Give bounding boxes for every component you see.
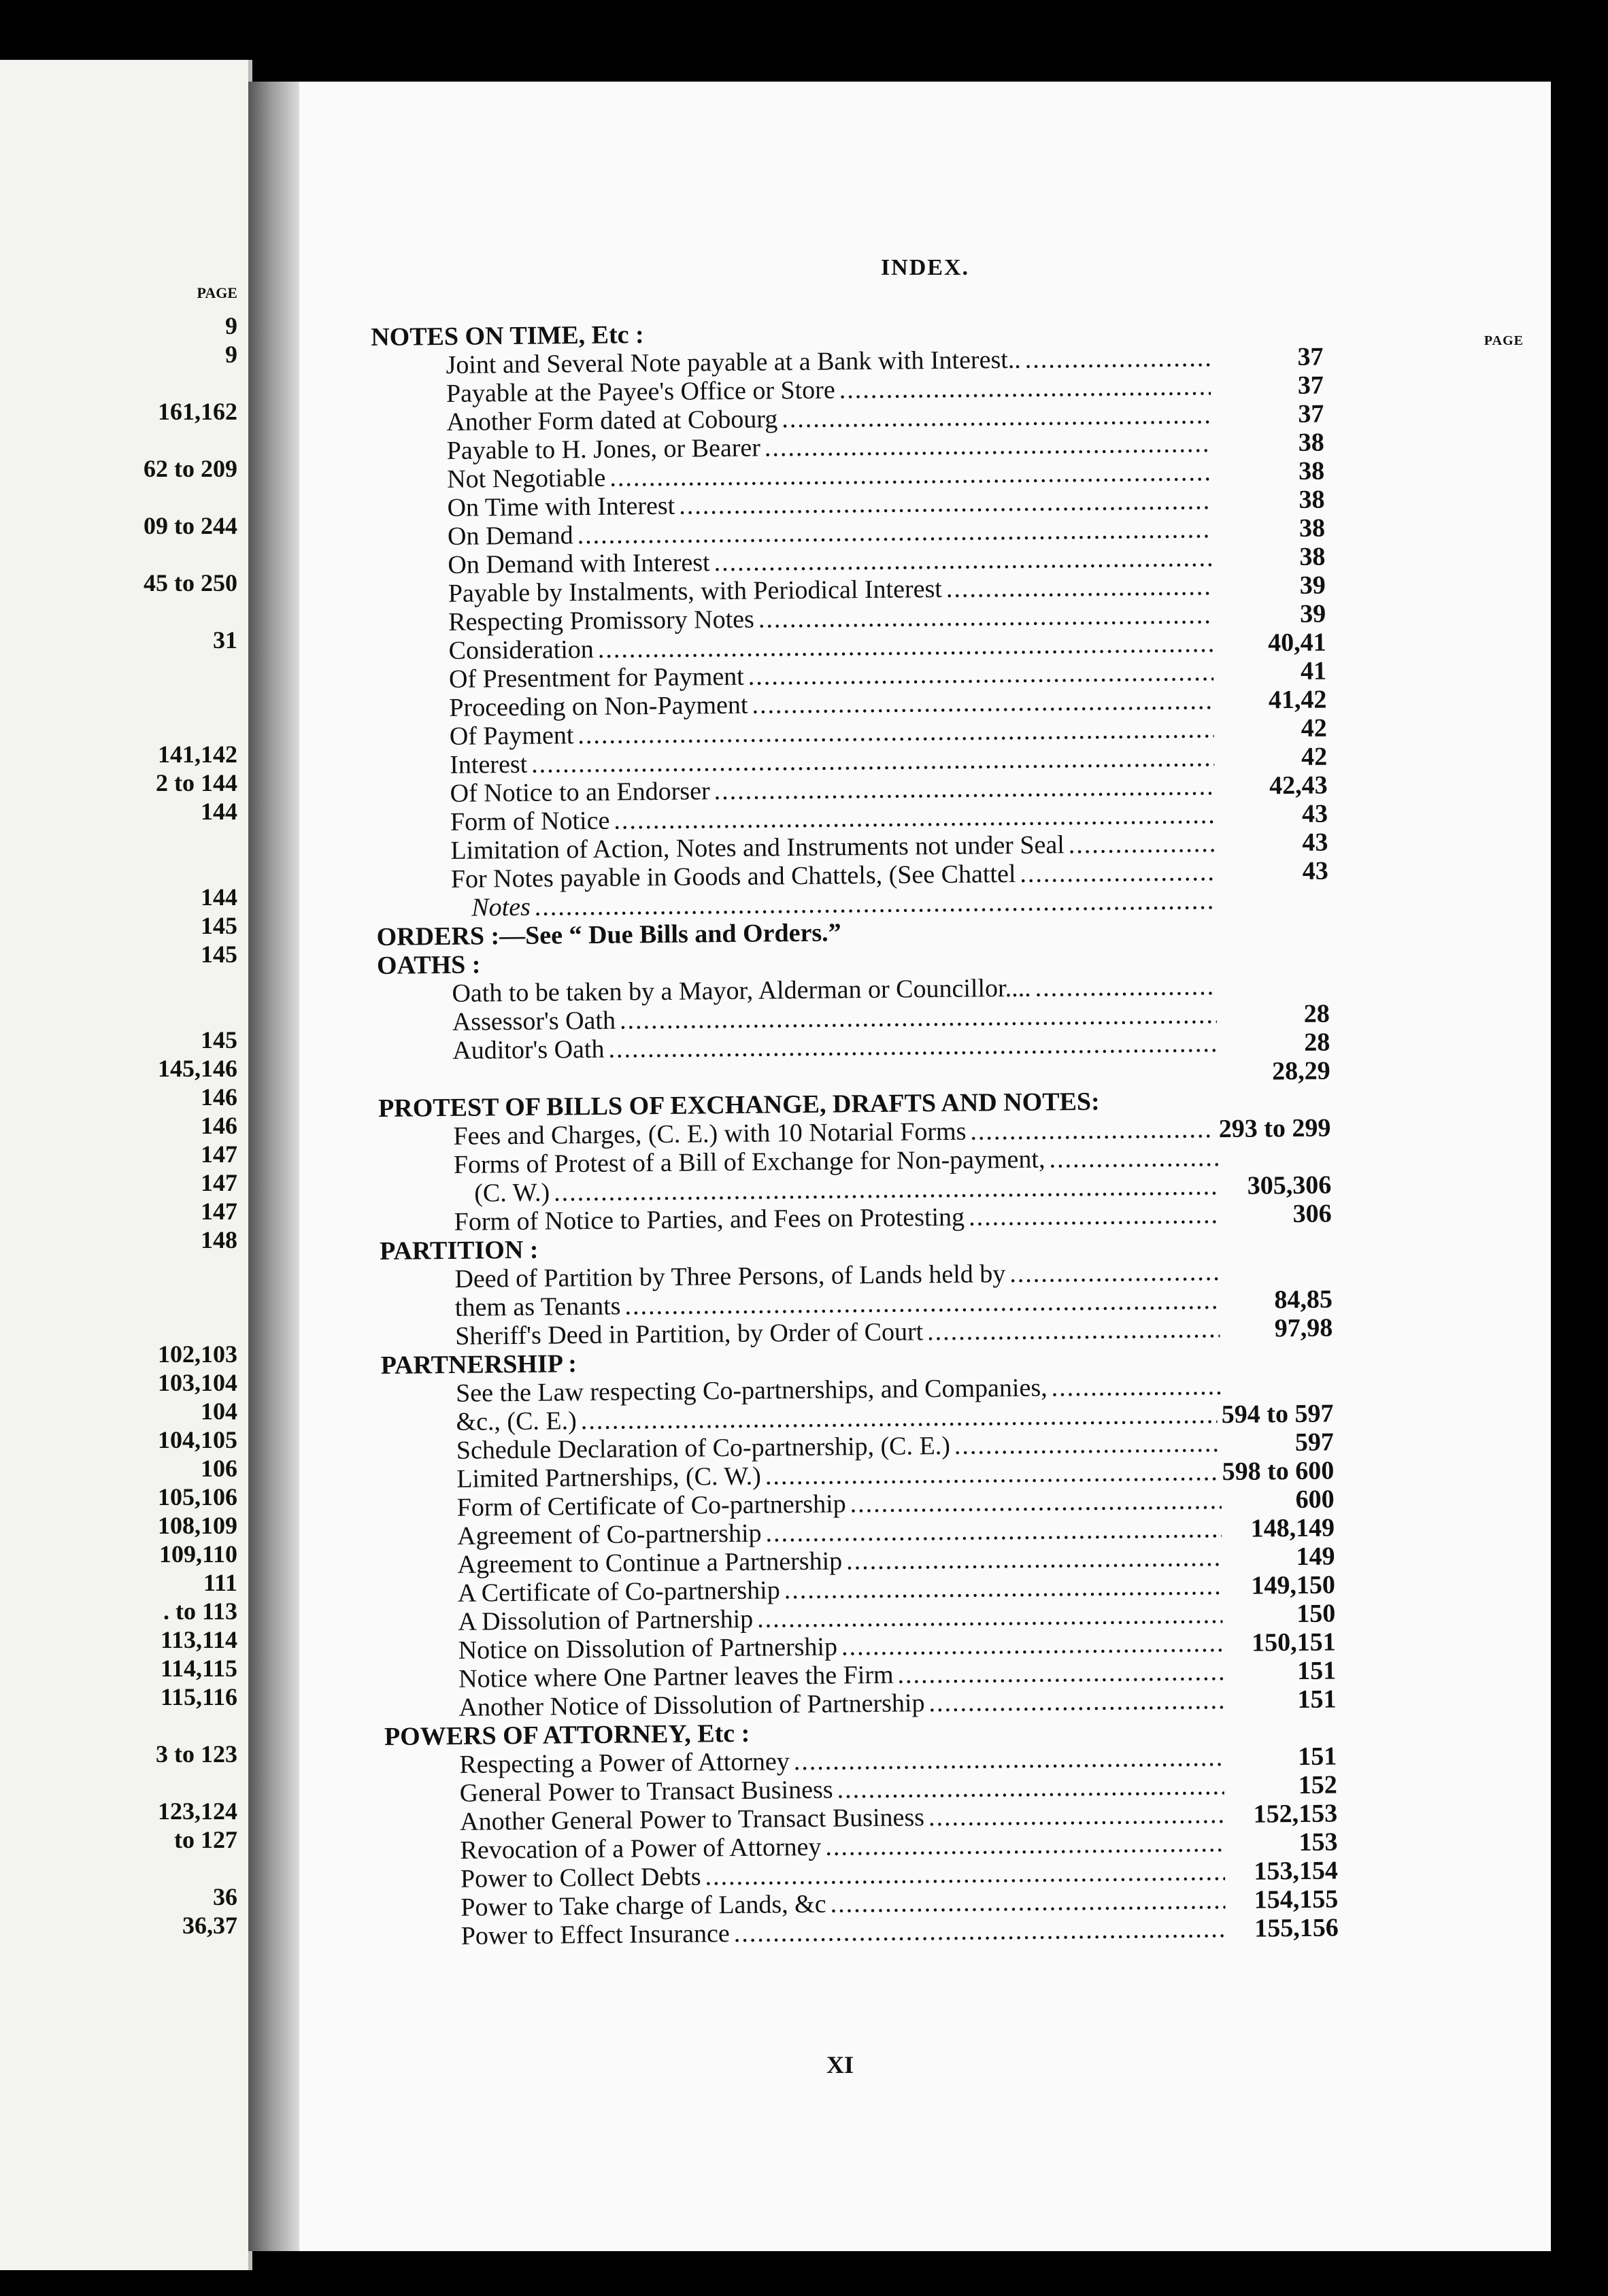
entry-label: Notes [471, 892, 531, 922]
left-page-number [13, 854, 237, 883]
left-page-number [13, 683, 237, 711]
entry-page-number [1224, 1279, 1333, 1280]
leader-dots [897, 1657, 1223, 1689]
entry-page-number: 597 [1294, 1428, 1335, 1457]
leader-dots [846, 1543, 1222, 1575]
entry-page-number: 42,43 [1269, 771, 1328, 800]
left-page-number [13, 597, 237, 626]
entry-page-number: 600 [1295, 1485, 1335, 1515]
leader-dots [850, 1486, 1221, 1518]
entry-page-number: 151 [1298, 1742, 1337, 1772]
section-title: NOTES ON TIME, Etc : [371, 320, 644, 352]
left-page-number: 123,124 [158, 1797, 237, 1825]
left-page-label: PAGE [197, 284, 237, 301]
index-section [377, 943, 1330, 1094]
leader-dots [927, 1315, 1220, 1346]
left-page-column [13, 284, 237, 1940]
left-page-number: 109,110 [158, 1540, 237, 1568]
entry-label: Power to Collect Debts [460, 1862, 701, 1893]
entry-label: Payable at the Payee's Office or Store [446, 375, 835, 408]
left-page-number: 3 to 123 [156, 1740, 237, 1768]
entry-page-number: 41,42 [1268, 685, 1327, 715]
left-page-number: 9 [225, 312, 237, 339]
leader-dots [1051, 1372, 1220, 1402]
leader-dots [752, 686, 1213, 720]
leader-dots [608, 1029, 1217, 1064]
entry-page-number: 149,150 [1251, 1570, 1336, 1600]
left-page-number: 144 [201, 798, 237, 825]
entry-page-number: 38 [1298, 456, 1325, 486]
leader-dots [1025, 343, 1211, 374]
entry-label: Power to Effect Insurance [460, 1919, 730, 1951]
entry-page-number: 153,154 [1254, 1856, 1339, 1886]
index-section [378, 1085, 1332, 1237]
entry-label: On Demand [447, 521, 573, 551]
left-page-number: 102,103 [158, 1340, 237, 1368]
leader-dots [758, 601, 1213, 633]
entry-page-number: 38 [1299, 485, 1325, 514]
left-page-number: 106 [201, 1455, 237, 1482]
leader-dots [1035, 972, 1216, 1002]
entry-label: Fees and Charges, (C. E.) with 10 Notarial Forms [453, 1117, 967, 1151]
entry-label: Forms of Protest of a Bill of Exchange for Non-payment, [453, 1145, 1045, 1179]
section-title: PROTEST OF BILLS OF EXCHANGE, DRAFTS AND NOTES: [378, 1087, 1100, 1123]
leader-dots [765, 1457, 1218, 1490]
page-number-footer: XI [826, 2051, 854, 2078]
left-page-number: to 127 [174, 1826, 237, 1853]
left-page-number: 147 [201, 1169, 237, 1196]
entry-page-number: 28 [1304, 1028, 1330, 1057]
entry-page-number: 37 [1298, 399, 1324, 428]
left-page-number: 144 [201, 883, 237, 911]
book-gutter [248, 82, 299, 2251]
left-page-number: 31 [213, 626, 237, 654]
entry-label: &c., (C. E.) [456, 1406, 577, 1436]
entry-page-number: 43 [1302, 856, 1328, 885]
leader-dots [839, 372, 1211, 404]
entry-page-number: 150 [1296, 1599, 1336, 1629]
entry-page-number: 152 [1298, 1770, 1337, 1800]
entry-label: Notice on Dissolution of Partnership [458, 1632, 838, 1665]
entry-page-number [1222, 1165, 1331, 1166]
entry-page-number: 37 [1297, 342, 1324, 371]
left-page-number: 147 [201, 1198, 237, 1225]
entry-page-number: 43 [1301, 799, 1328, 828]
left-page-number [13, 1768, 237, 1797]
entry-label: Respecting Promissory Notes [448, 605, 755, 637]
section-title: POWERS OF ATTORNEY, Etc : [384, 1719, 750, 1751]
left-page-number [13, 968, 237, 997]
entry-label: Another Notice of Dissolution of Partnership [458, 1689, 925, 1722]
index-content [371, 314, 1339, 1951]
left-page-number: 145 [201, 1026, 237, 1053]
entry-label: Payable by Instalments, with Periodical Interest [448, 574, 943, 608]
left-page-number [13, 426, 237, 454]
left-page-number [13, 540, 237, 569]
entry-label: Proceeding on Non-Payment [449, 690, 748, 722]
left-page-number [13, 483, 237, 511]
leader-dots [748, 658, 1214, 691]
left-facing-page [0, 60, 252, 2270]
section-title: ORDERS :—See “ Due Bills and Orders.” [376, 918, 841, 951]
entry-page-number [1221, 994, 1330, 995]
entry-label: Limited Partnerships, (C. W.) [456, 1462, 762, 1493]
index-section [384, 1713, 1339, 1951]
page-column-label: PAGE [1484, 333, 1524, 348]
left-page-number: 2 to 144 [156, 769, 237, 796]
leader-dots [837, 1772, 1224, 1804]
left-page-number [13, 1854, 237, 1883]
entry-page-number: 305,306 [1247, 1170, 1332, 1200]
entry-page-number: 97,98 [1274, 1313, 1333, 1343]
entry-label: Limitation of Action, Notes and Instruments not under Seal [450, 830, 1065, 865]
left-page-number: 62 to 209 [144, 455, 237, 482]
left-page-number: 45 to 250 [144, 569, 237, 596]
entry-label: Form of Notice [450, 806, 610, 837]
left-page-number [13, 1283, 237, 1311]
left-page-number: 145 [201, 941, 237, 968]
left-page-number: 147 [201, 1141, 237, 1168]
left-page-number: 111 [203, 1569, 237, 1596]
entry-label: Agreement of Co-partnership [456, 1519, 762, 1551]
index-section [371, 314, 1328, 923]
leader-dots [679, 486, 1212, 520]
entry-page-number: 43 [1302, 828, 1328, 857]
entry-label: Notice where One Partner leaves the Firm [458, 1660, 894, 1693]
left-page-number [13, 369, 237, 397]
leader-dots [841, 1629, 1223, 1661]
left-page-number: 146 [201, 1112, 237, 1139]
entry-page-number: 151 [1296, 1656, 1337, 1686]
entry-page-number: 38 [1299, 513, 1326, 543]
left-page-number: 115,116 [160, 1683, 237, 1710]
entry-page-number: 37 [1297, 371, 1324, 400]
entry-page-number: 28 [1303, 999, 1330, 1028]
leader-dots [969, 1200, 1219, 1232]
leader-dots [1069, 829, 1216, 859]
leader-dots [830, 1886, 1225, 1919]
entry-label: Consideration [448, 635, 594, 665]
left-page-number: 104 [201, 1398, 237, 1425]
entry-page-number [1220, 908, 1328, 909]
entry-label: Form of Notice to Parties, and Fees on Protesting [454, 1202, 965, 1236]
entry-label: Agreement to Continue a Partnership [457, 1547, 843, 1579]
left-page-number [13, 826, 237, 854]
entry-label: Of Presentment for Payment [448, 662, 744, 694]
left-page-number: 145,146 [158, 1055, 237, 1082]
leader-dots [928, 1686, 1223, 1717]
left-page-number: 148 [201, 1226, 237, 1253]
leader-dots [1020, 858, 1216, 888]
entry-page-number: 293 to 299 [1218, 1113, 1331, 1144]
entry-page-number: 151 [1297, 1685, 1337, 1715]
entry-label: On Demand with Interest [448, 548, 710, 579]
entry-page-number: 28,29 [1271, 1056, 1330, 1086]
leader-dots [757, 1600, 1223, 1634]
entry-label: A Dissolution of Partnership [458, 1604, 754, 1636]
entry-page-number: 150,151 [1251, 1627, 1336, 1657]
leader-dots [794, 1743, 1224, 1776]
left-page-number [13, 997, 237, 1026]
left-page-number: 9 [225, 341, 237, 368]
entry-label: Of Notice to an Endorser [450, 777, 710, 808]
entry-page-number: 84,85 [1274, 1285, 1333, 1315]
entry-page-number: 149 [1296, 1542, 1335, 1572]
entry-label: Auditor's Oath [452, 1034, 605, 1065]
entry-page-number: 38 [1298, 428, 1324, 457]
left-page-number: 108,109 [158, 1512, 237, 1539]
entry-label: Another Form dated at Cobourg [446, 405, 778, 437]
leader-dots [714, 543, 1212, 577]
entry-page-number: 39 [1299, 571, 1326, 600]
leader-dots [928, 1800, 1225, 1831]
page-title: INDEX. [880, 255, 970, 280]
leader-dots [714, 772, 1214, 805]
entry-page-number: 38 [1299, 542, 1326, 571]
left-page-number: 145 [201, 912, 237, 939]
left-page-number: 09 to 244 [144, 512, 237, 539]
left-page-number [13, 1311, 237, 1340]
entry-label: Sheriff's Deed in Partition, by Order of Court [455, 1317, 924, 1351]
left-page-number: 114,115 [160, 1655, 237, 1682]
entry-label: Deed of Partition by Three Persons, of Lands held by [454, 1260, 1006, 1294]
entry-label: A Certificate of Co-partnership [457, 1576, 780, 1608]
entry-page-number: 40,41 [1267, 628, 1326, 658]
entry-label: Assessor's Oath [452, 1006, 616, 1036]
section-title: PARTNERSHIP : [380, 1349, 577, 1380]
entry-page-number: 306 [1292, 1199, 1332, 1229]
entry-label: Power to Take charge of Lands, &c [460, 1889, 826, 1922]
entry-label: General Power to Transact Business [459, 1775, 833, 1808]
leader-dots [1009, 1257, 1220, 1288]
entry-page-number: 598 to 600 [1222, 1456, 1335, 1487]
entry-label: Another General Power to Transact Business [459, 1803, 925, 1836]
entry-page-number: 152,153 [1253, 1799, 1338, 1829]
entry-label: them as Tenants [454, 1292, 621, 1322]
left-page-number: 104,105 [158, 1426, 237, 1453]
left-page-number: 36 [213, 1883, 237, 1910]
entry-page-number: 154,155 [1254, 1885, 1339, 1914]
entry-label: Payable to H. Jones, or Bearer [446, 433, 761, 465]
index-page [299, 82, 1551, 2251]
leader-dots [705, 1857, 1225, 1891]
leader-dots [782, 401, 1211, 433]
left-page-number: . to 113 [163, 1598, 237, 1625]
section-title: PARTITION : [379, 1235, 539, 1266]
leader-dots [784, 1572, 1223, 1604]
left-page-number: 141,142 [158, 741, 237, 768]
left-page-number [13, 654, 237, 683]
entry-page-number: 42 [1301, 713, 1327, 743]
entry-page-number: 155,156 [1254, 1913, 1339, 1943]
entry-label: For Notes payable in Goods and Chattels, (See Chattel [450, 859, 1016, 894]
leader-dots [765, 1515, 1222, 1547]
entry-label: Of Payment [449, 721, 574, 751]
entry-page-number: 39 [1299, 599, 1326, 628]
entry-label: Schedule Declaration of Co-partnership, (C. E.) [456, 1431, 951, 1465]
entry-page-number: 41 [1300, 656, 1327, 686]
entry-label: Oath to be taken by a Mayor, Alderman or Councillor.... [452, 973, 1031, 1008]
left-page-number: 113,114 [160, 1626, 237, 1653]
left-page-number [13, 1254, 237, 1283]
entry-label: Respecting a Power of Attorney [459, 1747, 790, 1779]
leader-dots [765, 429, 1211, 462]
entry-label: Revocation of a Power of Attorney [460, 1832, 822, 1865]
entry-label: See the Law respecting Co-partnerships, and Companies, [455, 1373, 1048, 1408]
entry-label: On Time with Interest [447, 491, 675, 522]
left-page-number [13, 711, 237, 740]
index-section [380, 1228, 1333, 1351]
entry-label: Form of Certificate of Co-partnership [456, 1489, 846, 1522]
left-page-number: 103,104 [158, 1369, 237, 1396]
entry-page-number: 594 to 597 [1221, 1399, 1334, 1430]
leader-dots [970, 1115, 1215, 1145]
entry-page-number: 153 [1299, 1827, 1338, 1857]
leader-dots [825, 1829, 1225, 1861]
entry-label: (C. W.) [474, 1178, 550, 1208]
entry-label: Interest [450, 749, 528, 779]
leader-dots [946, 572, 1213, 603]
left-page-number: 36,37 [182, 1912, 237, 1939]
section-title: OATHS : [376, 950, 481, 980]
leader-dots [734, 1914, 1226, 1948]
entry-label: Not Negotiable [447, 463, 606, 494]
entry-page-number: 42 [1301, 742, 1328, 771]
entry-page-number [1224, 1393, 1333, 1394]
left-page-number: 161,162 [158, 398, 237, 425]
left-page-number: 105,106 [158, 1483, 237, 1510]
entry-page-number: 148,149 [1250, 1513, 1335, 1543]
left-page-number [13, 1711, 237, 1740]
leader-dots [1049, 1143, 1218, 1173]
left-page-number: 146 [201, 1083, 237, 1111]
entry-label: Joint and Several Note payable at a Bank with Interest.. [446, 345, 1022, 379]
index-section [381, 1342, 1337, 1722]
left-page-numbers [13, 311, 237, 1940]
leader-dots [954, 1429, 1221, 1460]
